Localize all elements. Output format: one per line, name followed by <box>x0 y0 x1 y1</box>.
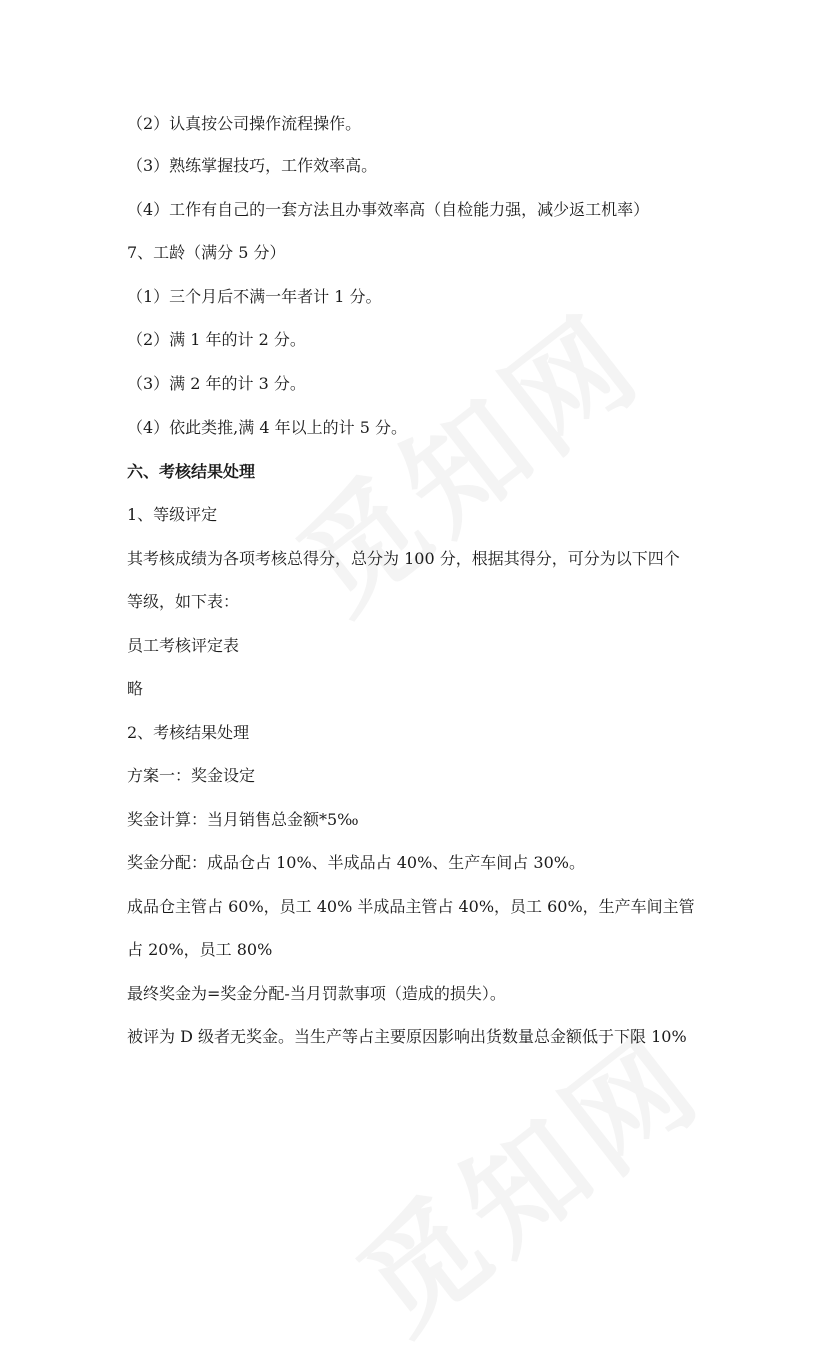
list-item: （2）满 1 年的计 2 分。 <box>127 330 306 349</box>
paragraph-line: 等级，如下表： <box>127 592 240 611</box>
paragraph-line: 成品仓主管占 60%，员工 40% 半成品主管占 40%，员工 60%，生产车间主管 <box>127 897 695 916</box>
list-item: （4）工作有自己的一套方法且办事效率高（自检能力强，减少返工机率） <box>127 200 650 219</box>
list-item: （3）满 2 年的计 3 分。 <box>127 374 306 393</box>
table-title: 员工考核评定表 <box>127 636 240 655</box>
list-item: （2）认真按公司操作流程操作。 <box>127 114 362 133</box>
paragraph-line: 最终奖金为=奖金分配-当月罚款事项（造成的损失）。 <box>127 984 506 1003</box>
section-subheading: 7、工龄（满分 5 分） <box>127 243 286 262</box>
section-subheading: 2、考核结果处理 <box>127 723 250 742</box>
paragraph-line: 占 20%，员工 80% <box>127 940 273 959</box>
list-item: （1）三个月后不满一年者计 1 分。 <box>127 287 382 306</box>
paragraph-line: 方案一：奖金设定 <box>127 766 256 785</box>
watermark <box>258 268 671 644</box>
paragraph-line: 略 <box>127 679 144 698</box>
paragraph-line: 其考核成绩为各项考核总得分，总分为 100 分，根据其得分，可分为以下四个 <box>127 549 680 568</box>
paragraph-line: 被评为 D 级者无奖金。当生产等占主要原因影响出货数量总金额低于下限 10% <box>127 1027 687 1046</box>
paragraph-line: 奖金计算：当月销售总金额*5‰ <box>127 810 359 829</box>
list-item: （3）熟练掌握技巧，工作效率高。 <box>127 156 378 175</box>
section-heading: 六、考核结果处理 <box>127 462 256 481</box>
paragraph-line: 奖金分配：成品仓占 10%、半成品占 40%、生产车间占 30%。 <box>127 853 585 872</box>
section-subheading: 1、等级评定 <box>127 505 218 524</box>
list-item: （4）依此类推,满 4 年以上的计 5 分。 <box>127 418 407 437</box>
